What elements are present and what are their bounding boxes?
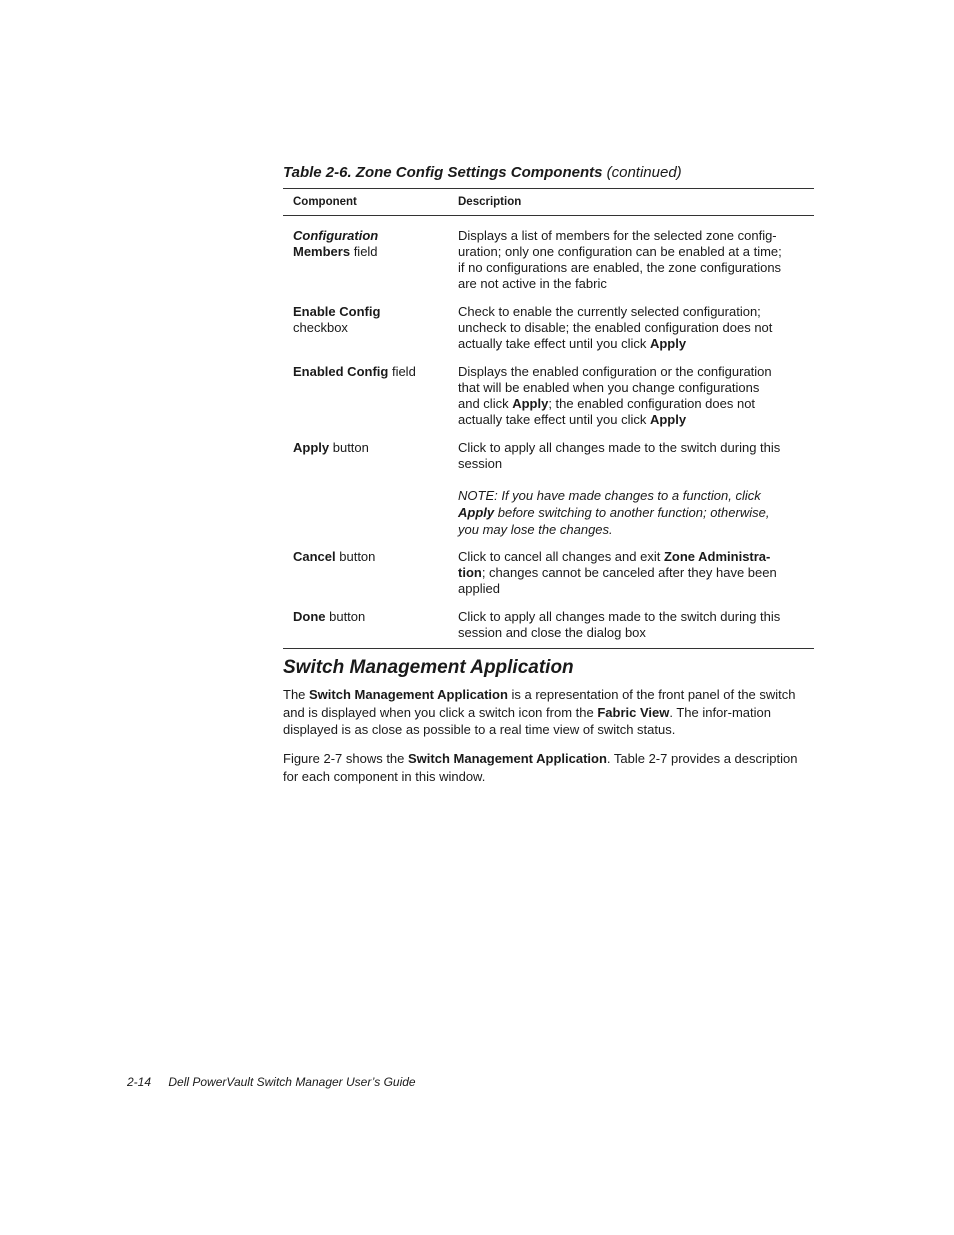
- table-caption-title: Table 2-6. Zone Config Settings Components: [283, 164, 603, 181]
- component-name: Apply: [293, 440, 330, 455]
- component-type: button: [335, 549, 376, 564]
- body-bold: Switch Management Application: [309, 687, 508, 702]
- note-bold: Apply: [458, 505, 495, 520]
- component-type: checkbox: [293, 320, 348, 335]
- table-row: [283, 292, 814, 352]
- component-cell: [283, 352, 458, 428]
- description-text: Click to cancel all changes and exit: [458, 549, 664, 564]
- table-row: [283, 216, 814, 293]
- body-text: The: [283, 687, 310, 702]
- description-line: [458, 336, 814, 352]
- description-cell: [458, 428, 814, 538]
- note-text: [458, 487, 814, 538]
- body-bold: Fabric View: [597, 704, 670, 720]
- body-text: Figure 2-7 shows the: [283, 751, 409, 766]
- table-row: [283, 352, 814, 428]
- component-type: button: [329, 440, 369, 455]
- zone-config-table: [283, 188, 814, 649]
- description-text: ; changes cannot be canceled after they have been: [481, 565, 777, 580]
- description-text: and click: [458, 396, 513, 411]
- note-line: [458, 504, 814, 521]
- description-text: actually take effect until you click: [458, 412, 650, 427]
- description-cell: [458, 538, 814, 597]
- description-line: Click to apply all changes made to the switch during this: [458, 440, 781, 455]
- component-cell: [283, 216, 458, 293]
- description-bold: Apply: [649, 412, 687, 427]
- book-title: Dell PowerVault Switch Manager User’s Guide: [168, 1075, 416, 1089]
- body-text: . The infor-mation displayed is as close as possible to a real time view of switch status.: [283, 704, 771, 737]
- component-name: Done: [293, 609, 326, 624]
- description-bold: tion: [458, 565, 482, 580]
- component-name: Members: [293, 244, 351, 259]
- table-row: [283, 597, 814, 649]
- description-text: ; the enabled configuration does not: [548, 396, 756, 411]
- description-line: [458, 396, 814, 412]
- component-name: Enabled Config: [293, 364, 389, 379]
- description-line: session and close the dialog box: [458, 625, 646, 640]
- description-cell: [458, 292, 814, 352]
- description-line: Check to enable the currently selected configuration;: [458, 304, 761, 319]
- description-line: Displays the enabled configuration or the configuration: [458, 364, 772, 379]
- description-line: that will be enabled when you change configurations: [458, 380, 760, 395]
- note-line: NOTE: If you have made changes to a function, click: [458, 488, 761, 503]
- table-header-row: [283, 189, 814, 216]
- component-cell: [283, 538, 458, 597]
- description-line: [458, 412, 814, 428]
- description-line: [458, 565, 814, 581]
- component-name: Cancel: [293, 549, 336, 564]
- note-line: you may lose the changes.: [458, 522, 613, 537]
- description-line: are not active in the fabric: [458, 276, 607, 291]
- description-line: if no configurations are enabled, the zone configurations: [458, 260, 782, 275]
- description-bold: Apply: [649, 336, 687, 351]
- page-footer: [127, 1075, 416, 1089]
- description-line: applied: [458, 581, 500, 596]
- component-type: field: [388, 364, 416, 379]
- component-type: field: [350, 244, 378, 259]
- description-cell: [458, 597, 814, 649]
- header-component: Component: [283, 189, 458, 216]
- description-line: Click to apply all changes made to the switch during this: [458, 609, 781, 624]
- description-line: session: [458, 456, 503, 471]
- table-caption-continued: (continued): [606, 164, 682, 181]
- description-line: Displays a list of members for the selected zone config-: [458, 228, 777, 243]
- section-heading: Switch Management Application: [283, 657, 574, 678]
- table-row: [283, 538, 814, 597]
- header-description: Description: [458, 189, 814, 216]
- description-line: [458, 549, 814, 565]
- table-caption: [283, 163, 823, 183]
- description-cell: [458, 216, 814, 293]
- description-line: uncheck to disable; the enabled configuration does not: [458, 320, 773, 335]
- component-name: Enable Config: [293, 304, 381, 319]
- body-bold: Switch Management Application: [408, 751, 607, 766]
- body-paragraph: [283, 750, 814, 785]
- component-name-italic: Configuration: [293, 228, 379, 243]
- component-cell: [283, 597, 458, 649]
- description-text: actually take effect until you click: [458, 336, 650, 351]
- component-type: button: [325, 609, 366, 624]
- body-paragraph: [283, 686, 814, 739]
- description-bold: Apply: [512, 396, 549, 411]
- body-text: . Table 2-7 provides a description for each component in this window.: [283, 751, 798, 784]
- component-cell: [283, 428, 458, 538]
- page-number: 2-14: [127, 1075, 152, 1089]
- description-cell: [458, 352, 814, 428]
- table-row: [283, 428, 814, 538]
- body-text: is a representation of the front panel of the switch and is displayed when you click a switch icon from the: [283, 687, 796, 720]
- description-line: uration; only one configuration can be enabled at a time;: [458, 244, 782, 259]
- description-bold: Zone Administra-: [663, 549, 771, 564]
- note-text-span: before switching to another function; otherwise,: [494, 505, 770, 520]
- component-cell: [283, 292, 458, 352]
